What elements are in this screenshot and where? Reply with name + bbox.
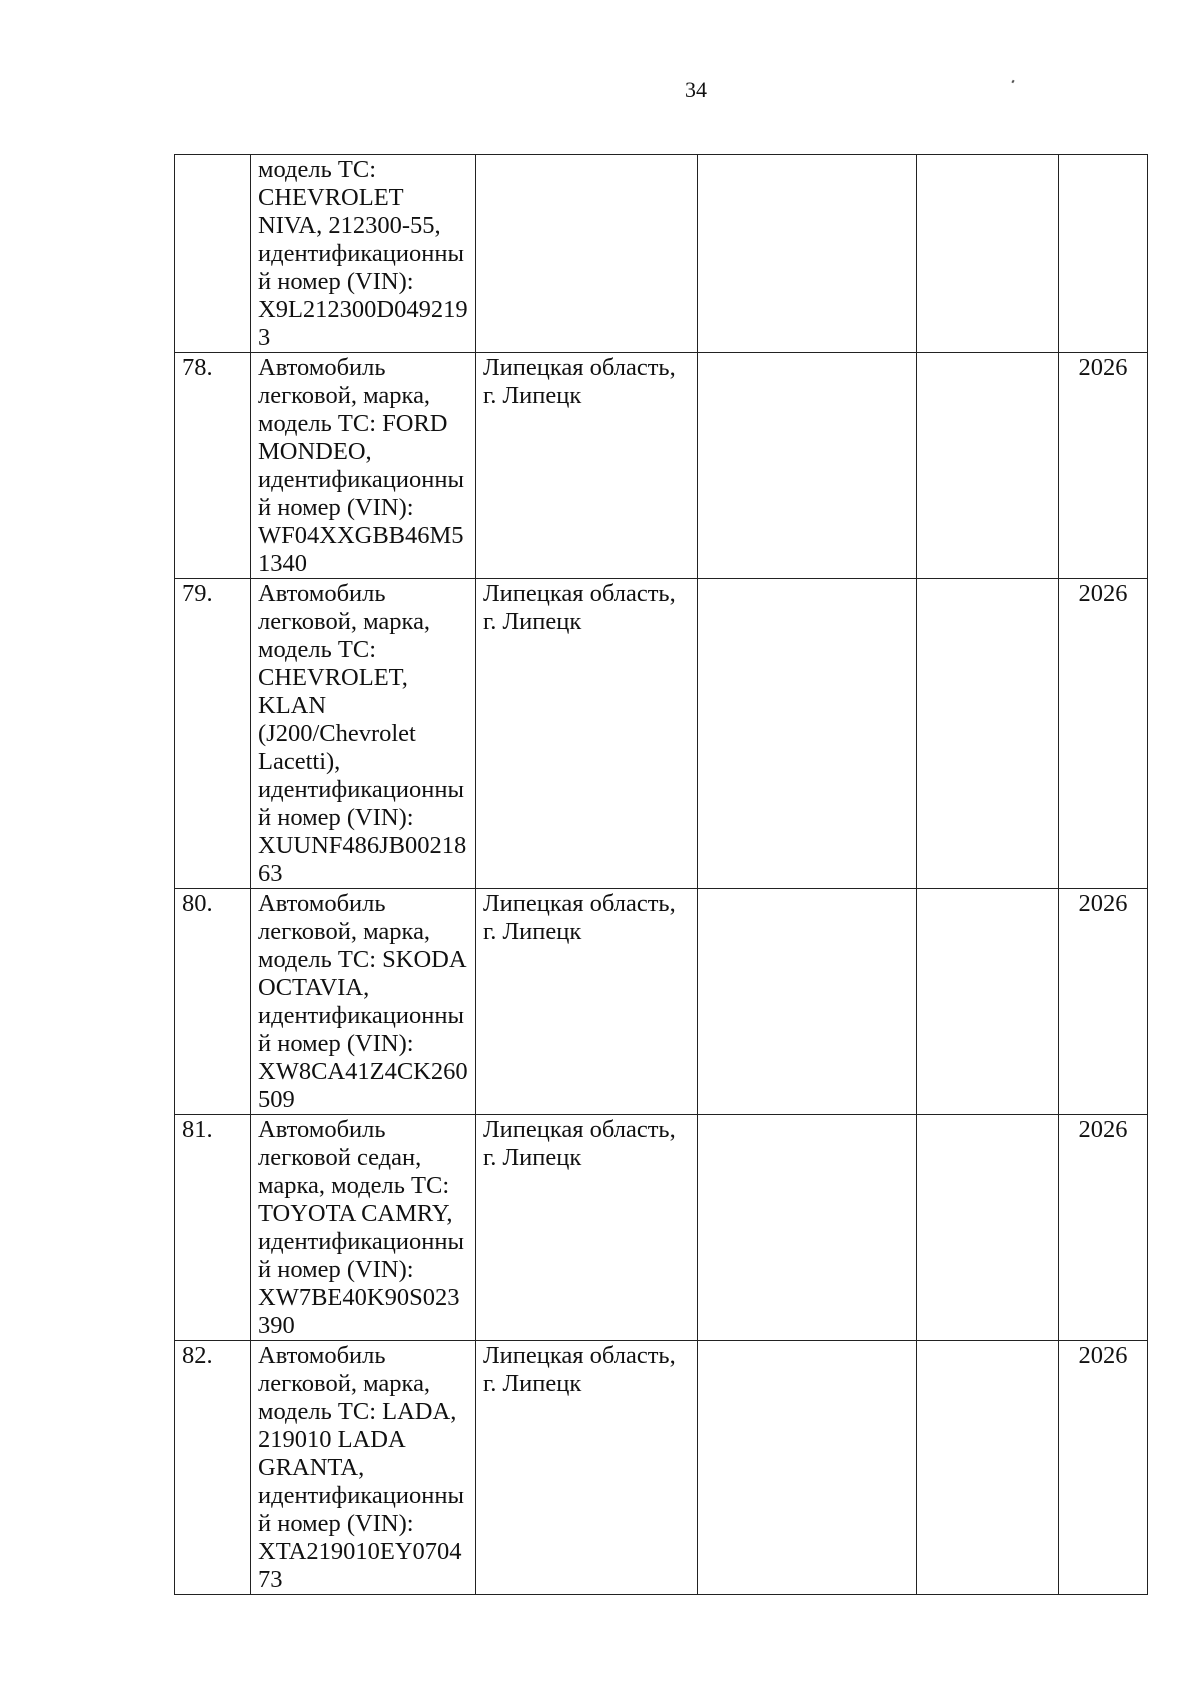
location-cell: Липецкая область, г. Липецк [476,1341,698,1595]
location-cell [476,155,698,353]
year-cell: 2026 [1059,353,1148,579]
year-cell [1059,155,1148,353]
page-number: 34 [685,77,707,102]
year-cell: 2026 [1059,889,1148,1115]
year-cell: 2026 [1059,1341,1148,1595]
empty-cell [917,1341,1059,1595]
vehicle-description-cell: модель ТС: CHEVROLET NIVA, 212300-55, идентификационны й номер (VIN): X9L212300D049219 3 [251,155,476,353]
empty-cell [698,889,917,1115]
row-number-cell [175,155,251,353]
vehicle-table [174,154,1148,1595]
empty-cell [698,155,917,353]
year-cell: 2026 [1059,579,1148,889]
vehicle-description-cell: Автомобиль легковой седан, марка, модель ТС: TOYOTA CAMRY, идентификационны й номер (VIN): XW7BE40K90S023 390 [251,1115,476,1341]
row-number-cell: 79. [175,579,251,889]
table-row [175,155,1148,353]
location-cell: Липецкая область, г. Липецк [476,353,698,579]
row-number-cell: 78. [175,353,251,579]
empty-cell [917,155,1059,353]
empty-cell [917,579,1059,889]
location-cell: Липецкая область, г. Липецк [476,579,698,889]
empty-cell [698,1341,917,1595]
year-cell: 2026 [1059,1115,1148,1341]
location-cell: Липецкая область, г. Липецк [476,1115,698,1341]
location-cell: Липецкая область, г. Липецк [476,889,698,1115]
empty-cell [698,579,917,889]
empty-cell [698,1115,917,1341]
vehicle-description-cell: Автомобиль легковой, марка, модель ТС: LADA, 219010 LADA GRANTA, идентификационны й номер (VIN): XTA219010EY0704 73 [251,1341,476,1595]
empty-cell [917,1115,1059,1341]
table-row [175,889,1148,1115]
table-row [175,579,1148,889]
empty-cell [698,353,917,579]
row-number-cell: 82. [175,1341,251,1595]
row-number-cell: 80. [175,889,251,1115]
table-row [175,353,1148,579]
table-row [175,1341,1148,1595]
row-number-cell: 81. [175,1115,251,1341]
empty-cell [917,353,1059,579]
table-row [175,1115,1148,1341]
vehicle-description-cell: Автомобиль легковой, марка, модель ТС: FORD MONDEO, идентификационны й номер (VIN): WF04XXGBB46M5 1340 [251,353,476,579]
empty-cell [917,889,1059,1115]
vehicle-description-cell: Автомобиль легковой, марка, модель ТС: CHEVROLET, KLAN (J200/Chevrolet Lacetti), идентификационны й номер (VIN): XUUNF486JB00218 63 [251,579,476,889]
vehicle-description-cell: Автомобиль легковой, марка, модель ТС: SKODA OCTAVIA, идентификационны й номер (VIN): XW8CA41Z4CK260 509 [251,889,476,1115]
